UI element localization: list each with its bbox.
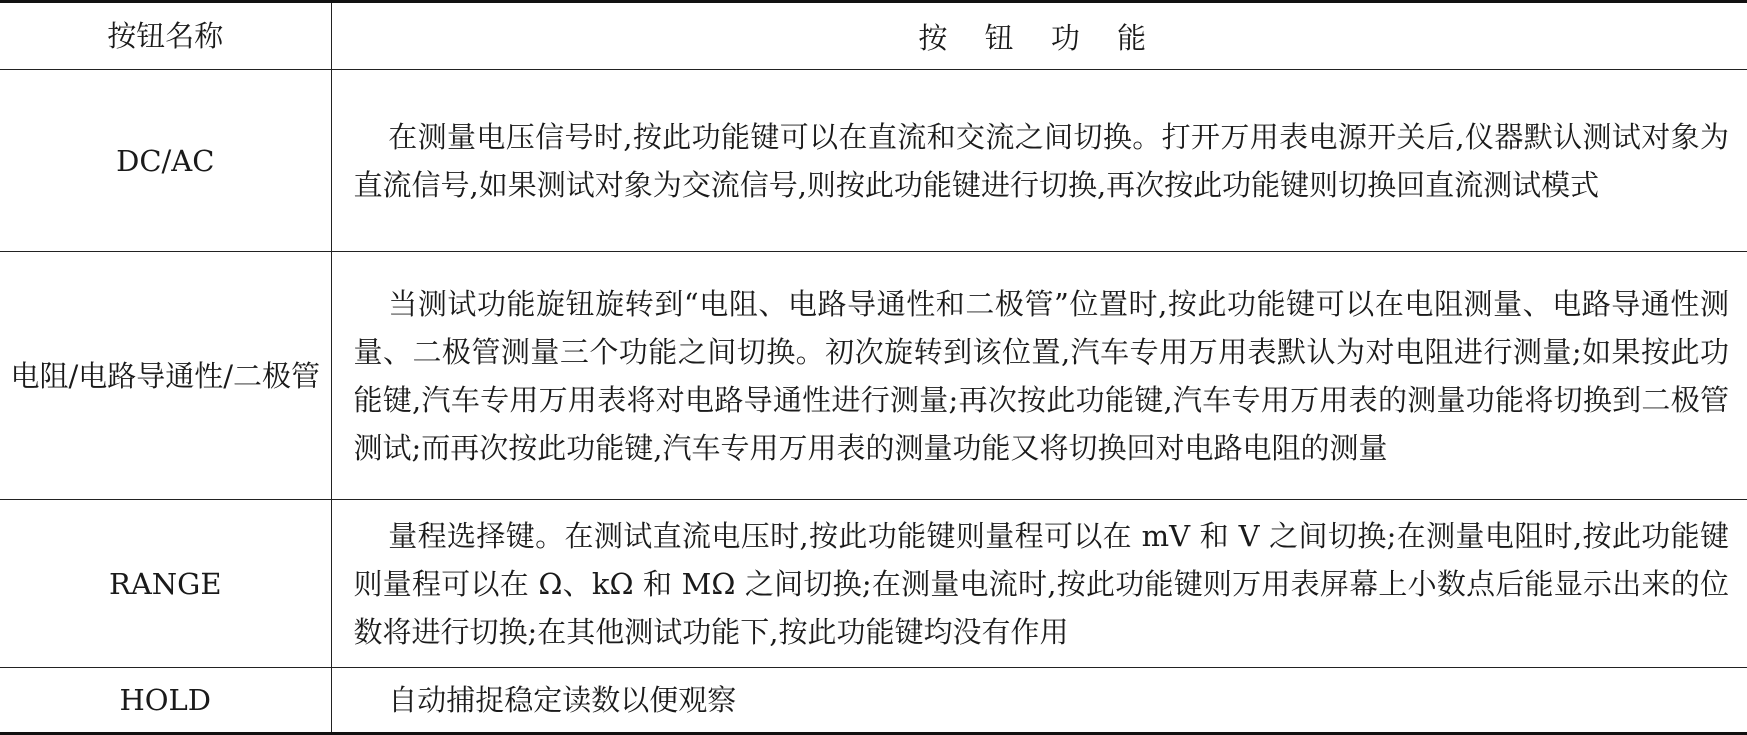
table-header-row	[0, 2, 1747, 70]
button-name-cell: HOLD	[0, 668, 331, 734]
button-function-cell: 自动捕捉稳定读数以便观察	[331, 668, 1747, 734]
button-name-cell: 电阻/电路导通性/二极管	[0, 252, 331, 500]
header-button-name: 按钮名称	[0, 2, 331, 70]
button-function-cell: 量程选择键。在测试直流电压时,按此功能键则量程可以在 mV 和 V 之间切换;在测量电阻时,按此功能键则量程可以在 Ω、kΩ 和 MΩ 之间切换;在测量电流时,按此功能键则万用表屏幕上小数点后能显示出来的位数将进行切换;在其他测试功能下,按此功能键均没有作用	[331, 500, 1747, 668]
button-function-cell: 在测量电压信号时,按此功能键可以在直流和交流之间切换。打开万用表电源开关后,仪器默认测试对象为直流信号,如果测试对象为交流信号,则按此功能键进行切换,再次按此功能键则切换回直流测试模式	[331, 70, 1747, 252]
header-button-function: 按 钮 功 能	[331, 2, 1747, 70]
table-row	[0, 500, 1747, 668]
button-function-cell: 当测试功能旋钮旋转到“电阻、电路导通性和二极管”位置时,按此功能键可以在电阻测量、电路导通性测量、二极管测量三个功能之间切换。初次旋转到该位置,汽车专用万用表默认为对电阻进行测量;如果按此功能键,汽车专用万用表将对电路导通性进行测量;再次按此功能键,汽车专用万用表的测量功能将切换到二极管测试;而再次按此功能键,汽车专用万用表的测量功能又将切换回对电路电阻的测量	[331, 252, 1747, 500]
button-name-cell: DC/AC	[0, 70, 331, 252]
table-row	[0, 668, 1747, 734]
button-name-cell: RANGE	[0, 500, 331, 668]
table-row	[0, 252, 1747, 500]
table-row	[0, 70, 1747, 252]
